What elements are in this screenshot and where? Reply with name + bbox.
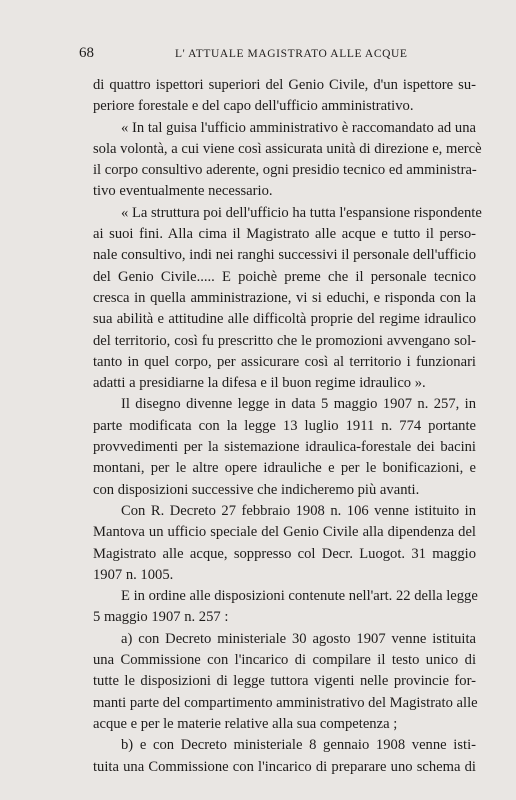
text-line: adatti a presidiarne la difesa e il buon regime idraulico ». [93, 375, 426, 392]
running-head [0, 44, 516, 62]
page-number: 68 [79, 45, 94, 61]
text-line: il corpo consultivo aderente, ogni presidio tecnico ed amministra- [93, 162, 477, 179]
text-line: E in ordine alle disposizioni contenute nell'art. 22 della legge [121, 588, 478, 605]
text-line: a) con Decreto ministeriale 30 agosto 1907 venne istituita [121, 630, 476, 647]
text-line: parte modificata con la legge 13 luglio 1911 n. 774 portante [93, 417, 476, 434]
text-line: sola volontà, a cui viene così assicurata unità di direzione e, mercè [93, 140, 482, 157]
text-line: 5 maggio 1907 n. 257 : [93, 609, 229, 626]
text-line: del Genio Civile..... E poichè preme che il personale tecnico [93, 268, 476, 285]
text-line: ai suoi fini. Alla cima il Magistrato alle acque e tutto il perso- [93, 226, 476, 243]
text-line: « In tal guisa l'ufficio amministrativo è raccomandato ad una [121, 119, 476, 136]
text-line: b) e con Decreto ministeriale 8 gennaio 1908 venne isti- [121, 737, 476, 754]
text-line: 1907 n. 1005. [93, 566, 174, 583]
text-line: Magistrato alle acque, soppresso col Decr. Luogot. 31 maggio [93, 545, 476, 562]
text-line: tuita una Commissione con l'incarico di preparare uno schema di [93, 758, 476, 775]
text-line: acque e per le materie relative alla sua competenza ; [93, 715, 398, 732]
text-line: sua abilità e attitudine alle difficoltà proprie del regime idraulico [93, 311, 476, 328]
text-line: tanto in quel corpo, per assicurare così al territorio i funzionari [93, 353, 476, 370]
text-line: « La struttura poi dell'ufficio ha tutta l'espansione rispondente [121, 204, 482, 221]
text-line: manti parte del compartimento amministrativo del Magistrato alle [93, 694, 478, 711]
text-line: tivo eventualmente necessario. [93, 183, 273, 200]
text-line: di quattro ispettori superiori del Genio Civile, d'un ispettore su- [93, 77, 476, 93]
text-line: Mantova un ufficio speciale del Genio Civile alla dipendenza del [93, 524, 476, 541]
text-line: periore forestale e del capo dell'ufficio amministrativo. [93, 98, 414, 115]
text-line: Con R. Decreto 27 febbraio 1908 n. 106 venne istituito in [121, 502, 476, 519]
text-line: cresca in quella amministrazione, vi si educhi, e risponda con la [93, 289, 476, 306]
text-line: una Commissione con l'incarico di compilare il testo unico di [93, 652, 476, 669]
text-line: Il disegno divenne legge in data 5 maggio 1907 n. 257, in [121, 396, 476, 413]
body-text [93, 75, 482, 778]
text-line: tutte le disposizioni di legge tuttora vigenti nelle provincie for- [93, 673, 476, 690]
text-line: con disposizioni successive che indicheremo più avanti. [93, 481, 420, 498]
text-line: provvedimenti per la sistemazione idraulica-forestale dei bacini [93, 439, 476, 456]
text-line: montani, per le altre opere idrauliche e per le bonificazioni, e [93, 460, 476, 477]
running-title: L' ATTUALE MAGISTRATO ALLE ACQUE [175, 48, 408, 60]
text-line: del territorio, così fu prescritto che le promozioni avvengano sol- [93, 332, 476, 349]
text-line: nale consultivo, indi nei ranghi successivi il personale dell'ufficio [93, 247, 476, 264]
